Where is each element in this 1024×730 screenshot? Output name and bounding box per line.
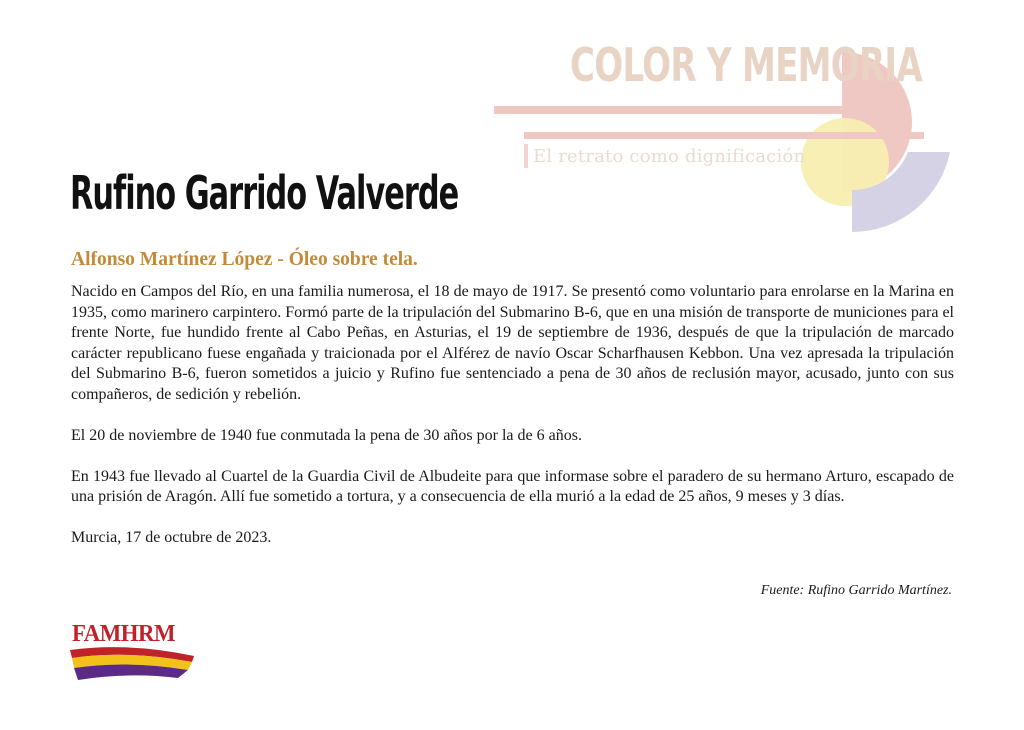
- paragraph-commutation: El 20 de noviembre de 1940 fue conmutada la pena de 30 años por la de 6 años.: [71, 426, 582, 444]
- source-credit: Fuente: Rufino Garrido Martínez.: [760, 583, 952, 598]
- thin-line: [524, 144, 528, 168]
- famhrm-logo: [68, 622, 198, 684]
- pink-bar-bottom: [524, 132, 924, 139]
- artist-credit: Alfonso Martínez López - Óleo sobre tela.: [71, 249, 418, 270]
- page-title: Rufino Garrido Valverde: [70, 166, 459, 220]
- paragraph-biography: Nacido en Campos del Río, en una familia numerosa, el 18 de mayo de 1917. Se presentó como voluntario para enrolarse en la Marina en 1935, como marinero carpintero. Formó parte de la tripulación del Submarino B-6, que en una misión de transporte de municiones para el frente Norte, fue hundido frente al Cabo Peñas, en Asturias, el 19 de septiembre de 1936, después de que la tripulación de marcado carácter republicano fuese engañada y traicionada por el Alférez de navío Oscar Scharfhausen Kebbon. Una vez apresada la tripulación del Submarino B-6, fueron sometidos a juicio y Rufino fue sentenciado a pena de 30 años de reclusión mayor, acusado, junto con sus compañeros, de sedición y rebelión.: [71, 283, 954, 403]
- series-title: COLOR Y MEMORIA: [570, 38, 922, 92]
- pink-bar-top: [494, 106, 844, 114]
- logo-swoosh-icon: [68, 644, 198, 684]
- dateline: Murcia, 17 de octubre de 2023.: [71, 529, 272, 546]
- biography-text: [71, 282, 954, 549]
- logo-wordmark: FAMHRM: [72, 621, 176, 647]
- paragraph-death: En 1943 fue llevado al Cuartel de la Guardia Civil de Albudeite para que informase sobre el paradero de su hermano Arturo, escapado de una prisión de Aragón. Allí fue sometido a tortura, y a consecuencia de ella murió a la edad de 25 años, 9 meses y 3 días.: [71, 467, 954, 505]
- series-subtitle: El retrato como dignificación: [533, 146, 806, 167]
